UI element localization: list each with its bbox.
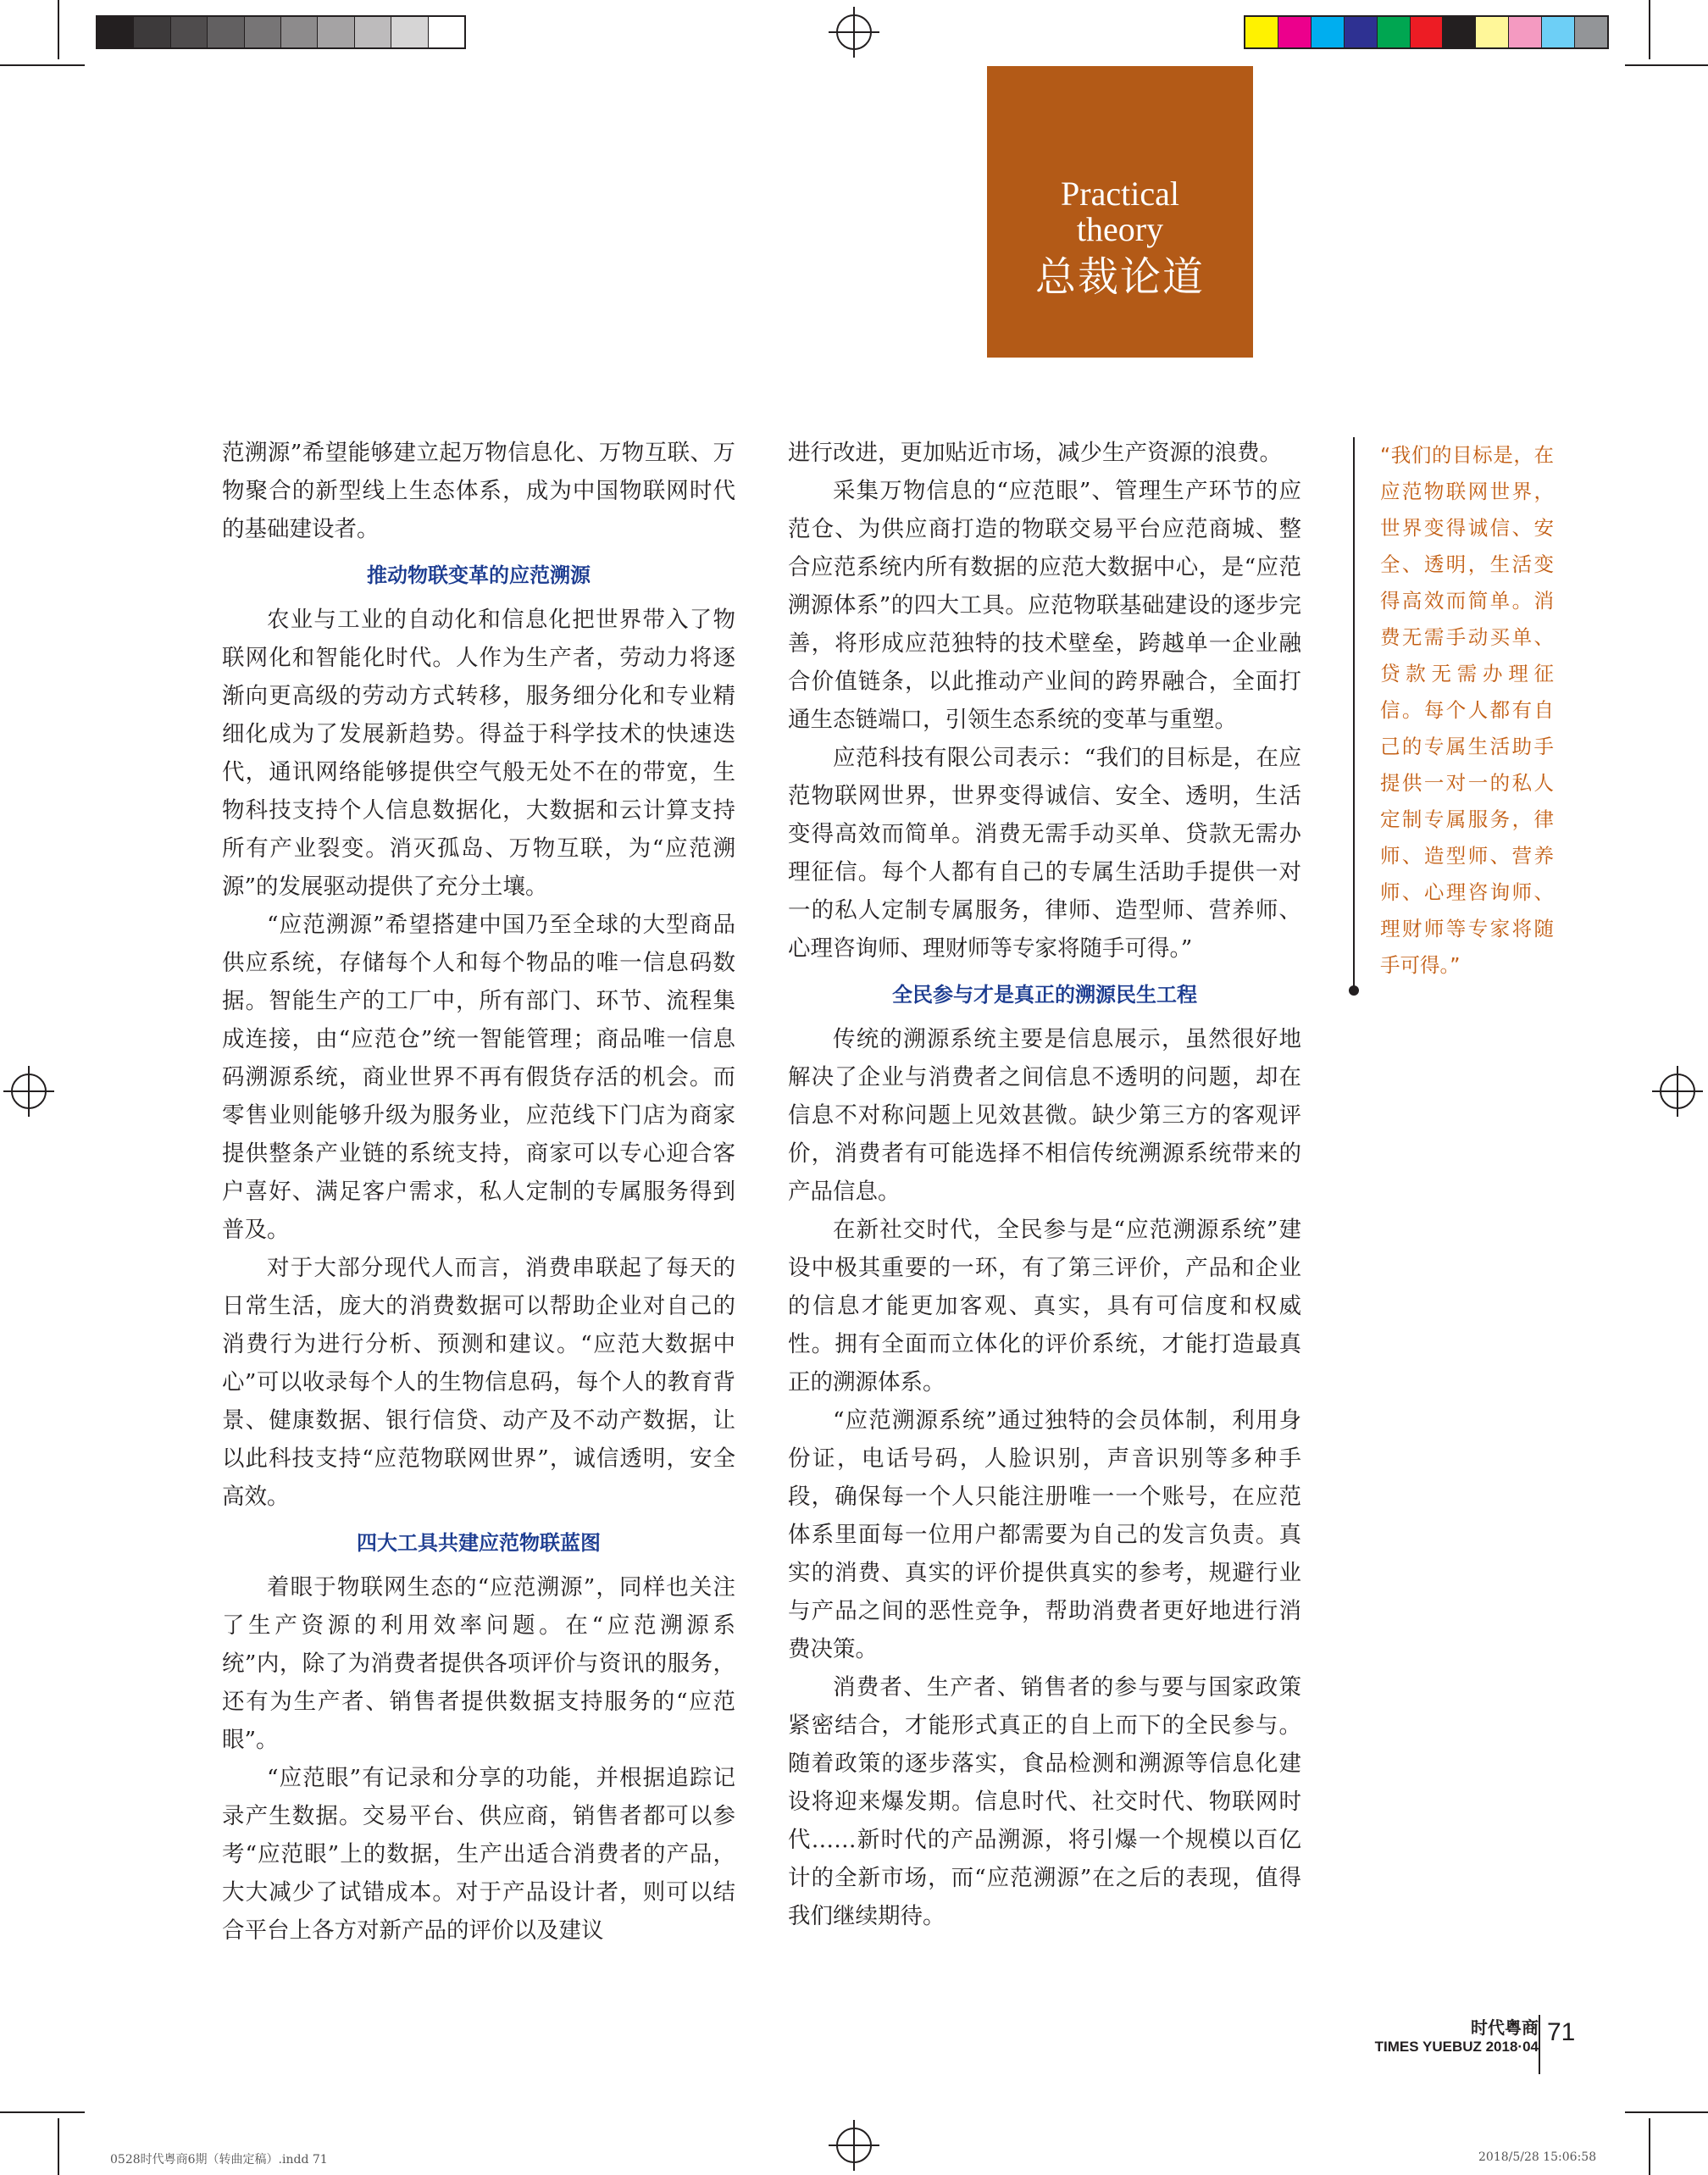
crop-mark-top-left-v <box>58 0 59 59</box>
subheading: 推动物联变革的应范溯源 <box>367 563 591 587</box>
grayscale-color-bar <box>96 15 466 49</box>
gray-swatch <box>245 17 281 47</box>
color-swatch <box>1345 17 1378 47</box>
color-swatch <box>1476 17 1509 47</box>
subheading: 四大工具共建应范物联蓝图 <box>357 1531 601 1555</box>
body-paragraph: 传统的溯源系统主要是信息展示，虽然很好地解决了企业与消费者之间信息不透明的问题，却在信息不对称问题上见效甚微。缺少第三方的客观评价，消费者有可能选择不相信传统溯源系统带来的产品信息。 <box>788 1026 1301 1205</box>
color-swatch <box>1312 17 1345 47</box>
crop-mark-bottom-right-v <box>1649 2118 1650 2175</box>
crop-mark-top-left-h <box>0 64 85 66</box>
body-paragraph: 对于大部分现代人而言，消费串联起了每天的日常生活，庞大的消费数据可以帮助企业对自己的消费行为进行分析、预测和建议。“应范大数据中心”可以收录每个人的生物信息码，每个人的教育背景、健康数据、银行信贷、动产及不动产数据，让以此科技支持“应范物联网世界”，诚信透明，安全高效。 <box>222 1255 735 1510</box>
pull-quote: “我们的目标是，在应范物联网世界，世界变得诚信、安全、透明，生活变得高效而简单。消费无需手动买单、贷款无需办理征信。每个人都有自己的专属生活助手提供一对一的私人定制专属服务，律师、造型师、营养师、心理咨询师、理财师等专家将随手可得。” <box>1380 443 1554 977</box>
color-swatch <box>1378 17 1411 47</box>
footer-magazine-name-en: TIMES YUEBUZ 2018·04 <box>1374 2039 1539 2055</box>
color-swatch <box>1509 17 1542 47</box>
body-paragraph: 农业与工业的自动化和信息化把世界带入了物联网化和智能化时代。人作为生产者，劳动力将逐渐向更高级的劳动方式转移，服务细分化和专业精细化成为了发展新趋势。得益于科学技术的快速迭代，通讯网络能够提供空气般无处不在的带宽，生物科技支持个人信息数据化，大数据和云计算支持所有产业裂变。消灭孤岛、万物互联，为“应范溯源”的发展驱动提供了充分土壤。 <box>222 607 735 900</box>
process-color-bar <box>1244 15 1609 49</box>
gray-swatch <box>134 17 170 47</box>
gray-swatch <box>429 17 464 47</box>
crop-mark-bottom-left-v <box>58 2118 59 2175</box>
gray-swatch <box>171 17 208 47</box>
gray-swatch <box>355 17 391 47</box>
body-paragraph: 消费者、生产者、销售者的参与要与国家政策紧密结合，才能形式真正的自上而下的全民参与。随着政策的逐步落实，食品检测和溯源等信息化建设将迎来爆发期。信息时代、社交时代、物联网时代……新时代的产品溯源，将引爆一个规模以百亿计的全新市场，而“应范溯源”在之后的表现，值得我们继续期待。 <box>788 1674 1301 1929</box>
body-paragraph: 采集万物信息的“应范眼”、管理生产环节的应范仓、为供应商打造的物联交易平台应范商城、整合应范系统内所有数据的应范大数据中心，是“应范溯源体系”的四大工具。应范物联基础建设的逐步完善，将形成应范独特的技术壁垒，跨越单一企业融合价值链条，以此推动产业间的跨界融合，全面打通生态链端口，引领生态系统的变革与重塑。 <box>788 478 1301 733</box>
body-paragraph: “应范溯源”希望搭建中国乃至全球的大型商品供应系统，存储每个人和每个物品的唯一信息码数据。智能生产的工厂中，所有部门、环节、流程集成连接，由“应范仓”统一智能管理；商品唯一信息码溯源系统，商业世界不再有假货存活的机会。而零售业则能够升级为服务业，应范线下门店为商家提供整条产业链的系统支持，商家可以专心迎合客户喜好、满足客户需求，私人定制的专属服务得到普及。 <box>222 912 735 1243</box>
footer-magazine-brand <box>1375 2017 1539 2056</box>
body-paragraph: “应范溯源系统”通过独特的会员体制，利用身份证，电话号码，人脸识别，声音识别等多种手段，确保每一个人只能注册唯一一个账号，在应范体系里面每一位用户都需要为自己的发言负责。真实的消费、真实的评价提供真实的参考，规避行业与产品之间的恶性竞争，帮助消费者更好地进行消费决策。 <box>788 1407 1301 1662</box>
gray-swatch <box>281 17 318 47</box>
section-header-box <box>987 66 1253 358</box>
body-paragraph: 范溯源”希望能够建立起万物信息化、万物互联、万物聚合的新型线上生态体系，成为中国物联网时代的基础建设者。 <box>222 440 735 542</box>
print-slug-filename: 0528时代粤商6期（转曲定稿）.indd 71 <box>110 2153 328 2167</box>
body-paragraph: 应范科技有限公司表示：“我们的目标是，在应范物联网世界，世界变得诚信、安全、透明，生活变得高效而简单。消费无需手动买单、贷款无需办理征信。每个人都有自己的专属生活助手提供一对一的私人定制专属服务，律师、造型师、营养师、心理咨询师、理财师等专家将随手可得。” <box>788 745 1301 962</box>
body-paragraph: 在新社交时代，全民参与是“应范溯源系统”建设中极其重要的一环，有了第三评价，产品和企业的信息才能更加客观、真实，具有可信度和权威性。拥有全面而立体化的评价系统，才能打造最真正的溯源体系。 <box>788 1217 1301 1395</box>
gray-swatch <box>97 17 134 47</box>
section-title-en-line1: Practical <box>1061 175 1179 213</box>
pull-quote-bullet-icon <box>1349 985 1359 996</box>
gray-swatch <box>391 17 428 47</box>
footer-divider <box>1539 2015 1540 2074</box>
gray-swatch <box>208 17 244 47</box>
crop-mark-bottom-right-h <box>1625 2111 1708 2113</box>
footer-magazine-name-cn: 时代粤商 <box>1471 2017 1539 2038</box>
gray-swatch <box>318 17 354 47</box>
body-paragraph: 进行改进，更加贴近市场，减少生产资源的浪费。 <box>788 440 1282 466</box>
color-swatch <box>1443 17 1476 47</box>
subheading: 全民参与才是真正的溯源民生工程 <box>892 983 1197 1007</box>
color-swatch <box>1278 17 1312 47</box>
body-paragraph: 着眼于物联网生态的“应范溯源”，同样也关注了生产资源的利用效率问题。在“应范溯源系统”内，除了为消费者提供各项评价与资讯的服务，还有为生产者、销售者提供数据支持服务的“应范眼”。 <box>222 1574 735 1753</box>
crop-mark-top-right-v <box>1649 0 1650 59</box>
registration-mark-right-icon <box>1652 1066 1703 1117</box>
crop-mark-top-right-h <box>1625 64 1708 66</box>
section-title-en-line2: theory <box>1076 210 1164 248</box>
color-swatch <box>1411 17 1444 47</box>
crop-mark-bottom-left-h <box>0 2111 85 2113</box>
article-middle-column <box>788 434 1301 1935</box>
color-swatch <box>1575 17 1607 47</box>
registration-mark-top-icon <box>829 7 879 58</box>
pull-quote-rule <box>1353 437 1355 993</box>
article-left-column <box>222 434 735 1950</box>
registration-mark-left-icon <box>3 1066 54 1117</box>
body-paragraph: “应范眼”有记录和分享的功能，并根据追踪记录产生数据。交易平台、供应商，销售者都可以参考“应范眼”上的数据，生产出适合消费者的产品，大大减少了试错成本。对于产品设计者，则可以结合平台上各方对新产品的评价以及建议 <box>222 1765 735 1944</box>
color-swatch <box>1245 17 1278 47</box>
page-number: 71 <box>1547 2018 1576 2046</box>
section-title-cn: 总裁论道 <box>1034 253 1205 301</box>
print-slug-timestamp: 2018/5/28 15:06:58 <box>1478 2150 1597 2164</box>
color-swatch <box>1542 17 1575 47</box>
registration-mark-bottom-icon <box>829 2120 879 2171</box>
